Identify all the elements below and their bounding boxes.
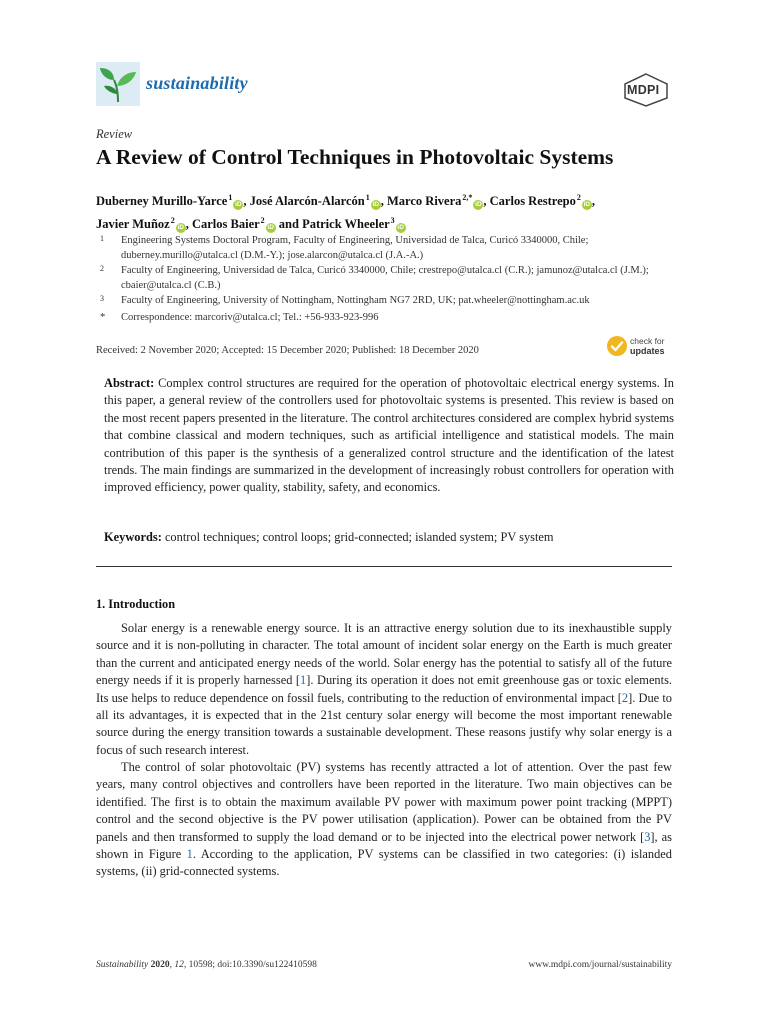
affiliation-text: Correspondence: marcoriv@utalca.cl; Tel.: +56-933-923-996 — [121, 312, 379, 323]
mdpi-logo-text: MDPI — [627, 83, 660, 97]
paragraph-text: The control of solar photovoltaic (PV) systems has recently attracted a lot of attention. Over the past few years, many control objectives and controllers have been reported in the literature. Two main objectives can be identified. The first is to obtain the maximum available PV power with maximum power point tracking (MPPT) control and the second objective is the PV power utilisation (application). Power can be obtained from the PV panels and then transformed to supply the load demand or to be injected into the electrical power network [ — [96, 760, 672, 844]
keywords — [104, 529, 674, 546]
author-affiliation-mark: 2 — [576, 193, 581, 202]
orcid-icon[interactable]: iD — [235, 201, 242, 208]
journal-name[interactable]: sustainability — [146, 73, 248, 93]
author-name[interactable]: Javier Muñoz — [96, 217, 170, 231]
abstract-label: Abstract: — [104, 376, 155, 390]
paragraph-text: ]. Due to all its advantages, it is expected that in the 21st century solar energy will become the most important renewable source during the energy transition towards a sustainable development. These reasons justify why solar energy is a focus of such research interest. — [96, 690, 673, 757]
affiliation-item — [96, 233, 686, 263]
check-updates-line1: check for — [630, 336, 665, 346]
orcid-icon[interactable]: iD — [267, 224, 274, 231]
orcid-icon[interactable]: iD — [583, 201, 591, 208]
paragraph-text: . According to the application, PV systems can be classified in two categories: (i) islanded systems, (ii) grid-connected systems. — [96, 847, 672, 879]
author-affiliation-mark: 2 — [170, 216, 175, 225]
affiliation-mark: 3 — [100, 294, 104, 303]
article-type: Review — [96, 127, 133, 141]
affiliation-mark: 2 — [100, 264, 104, 273]
leaf-logo-icon — [96, 62, 140, 106]
affiliation-item — [96, 263, 686, 293]
check-updates-icon — [606, 335, 628, 357]
citation-link[interactable]: 2 — [621, 690, 629, 705]
author-name[interactable]: Patrick Wheeler — [302, 217, 390, 231]
check-updates-line2: updates — [630, 346, 665, 356]
affiliation-text: Faculty of Engineering, University of Nottingham, Nottingham NG7 2RD, UK; pat.wheeler@nottingham.ac.uk — [121, 295, 590, 306]
author-affiliation-mark: 2,* — [462, 193, 473, 202]
publication-dates: Received: 2 November 2020; Accepted: 15 December 2020; Published: 18 December 2020 — [96, 345, 479, 356]
affiliation-text: Faculty of Engineering, Universidad de Talca, Curicó 3340000, Chile; crestrepo@utalca.cl (C.R.); jamunoz@utalca.cl (J.M.); cbaier@utalca.cl (C.B.) — [121, 265, 649, 291]
orcid-icon[interactable]: iD — [177, 224, 184, 231]
journal-logo — [96, 62, 140, 106]
keywords-text: control techniques; control loops; grid-connected; islanded system; PV system — [164, 530, 554, 544]
author-list: Duberney Murillo-Yarce$^1$iD , José Alarcón-Alarcón$^1$iD , Marco Rivera$^{2,*}$iD , Carlos Restrepo$^2$iD , Javier Muñoz$^2$iD , Carlos Baier$^2$iD and Patrick Wheeler$^3$iD — [96, 193, 595, 231]
check-for-updates-badge[interactable] — [606, 334, 676, 360]
paragraph-text: ]. During its operation it does not emit greenhouse gas or toxic elements. Its use helps to reduce dependence on fossil fuels, contributing to the reduction of environmental impact [ — [96, 673, 672, 705]
author-affiliation-mark: 2 — [260, 216, 265, 225]
author-affiliation-mark: 1 — [228, 193, 233, 202]
abstract — [104, 375, 674, 497]
orcid-icon[interactable]: iD — [475, 201, 482, 208]
citation-link[interactable]: 1 — [300, 673, 307, 688]
mdpi-logo[interactable] — [621, 72, 671, 108]
affiliation-text: Engineering Systems Doctoral Program, Faculty of Engineering, Universidad de Talca, Curicó 3340000, Chile; duberney.murillo@utalca.cl (D.M.-Y.); jose.alarcon@utalca.cl (J.A.-A.) — [121, 235, 589, 261]
author-affiliation-mark: 3 — [390, 216, 395, 225]
citation-link[interactable]: 3 — [644, 829, 651, 844]
author-affiliation-mark: 1 — [365, 193, 370, 202]
footer-doi[interactable]: , 10598; doi:10.3390/su122410598 — [183, 960, 317, 970]
author-name[interactable]: José Alarcón-Alarcón — [249, 194, 365, 208]
paragraph-text: ], as shown in Figure — [96, 829, 672, 862]
keywords-label: Keywords: — [104, 530, 162, 544]
author-name[interactable]: Marco Rivera — [387, 194, 462, 208]
affiliation-mark: * — [100, 312, 106, 323]
author-name[interactable]: Carlos Restrepo — [489, 194, 576, 208]
section-heading: 1. Introduction — [96, 597, 176, 611]
affiliation-mark: 1 — [100, 234, 104, 243]
figure-link[interactable]: 1 — [186, 847, 193, 862]
footer-url[interactable]: www.mdpi.com/journal/sustainability — [528, 960, 672, 970]
orcid-icon[interactable]: iD — [372, 201, 379, 208]
affiliation-item — [96, 293, 686, 308]
body-paragraph — [96, 620, 672, 759]
paragraph-text: Solar energy is a renewable energy source. It is an attractive energy solution due to its inexhaustible supply source and it is non-polluting in character. The total amount of incident solar energy on the Earth is much greater than the current and anticipated energy needs of the world. Solar energy has the potential to satisfy all of the future energy needs if it is properly harnessed [ — [96, 621, 672, 688]
footer-year: 2020 — [150, 960, 170, 970]
body-paragraph — [96, 759, 672, 881]
footer-journal: Sustainability — [96, 960, 149, 970]
footer-volume: 12 — [174, 960, 184, 970]
footer-citation: Sustainability 2020, 12, 10598; doi:10.3390/su122410598 — [96, 960, 317, 970]
orcid-icon[interactable]: iD — [397, 224, 404, 231]
article-title: A Review of Control Techniques in Photovoltaic Systems — [96, 145, 614, 169]
author-conjunction: and — [278, 217, 299, 231]
abstract-text: Complex control structures are required for the operation of photovoltaic electrical energy systems. In this paper, a general review of the controllers used for photovoltaic systems is presented. This review is based on the most recent papers presented in the literature. The control architectures considered are complex hybrid systems that combine classical and modern techniques, such as artificial intelligence and statistical models. The main contribution of this paper is the synthesis of a generalized control structure and the identification of the latest trends. The main findings are summarized in the development of increasingly robust controllers for operation with improved efficiency, power quality, stability, safety, and economics. — [104, 376, 674, 495]
section-divider — [96, 566, 672, 567]
author-name[interactable]: Duberney Murillo-Yarce — [96, 194, 228, 208]
affiliation-item — [96, 310, 686, 325]
author-name[interactable]: Carlos Baier — [191, 217, 260, 231]
